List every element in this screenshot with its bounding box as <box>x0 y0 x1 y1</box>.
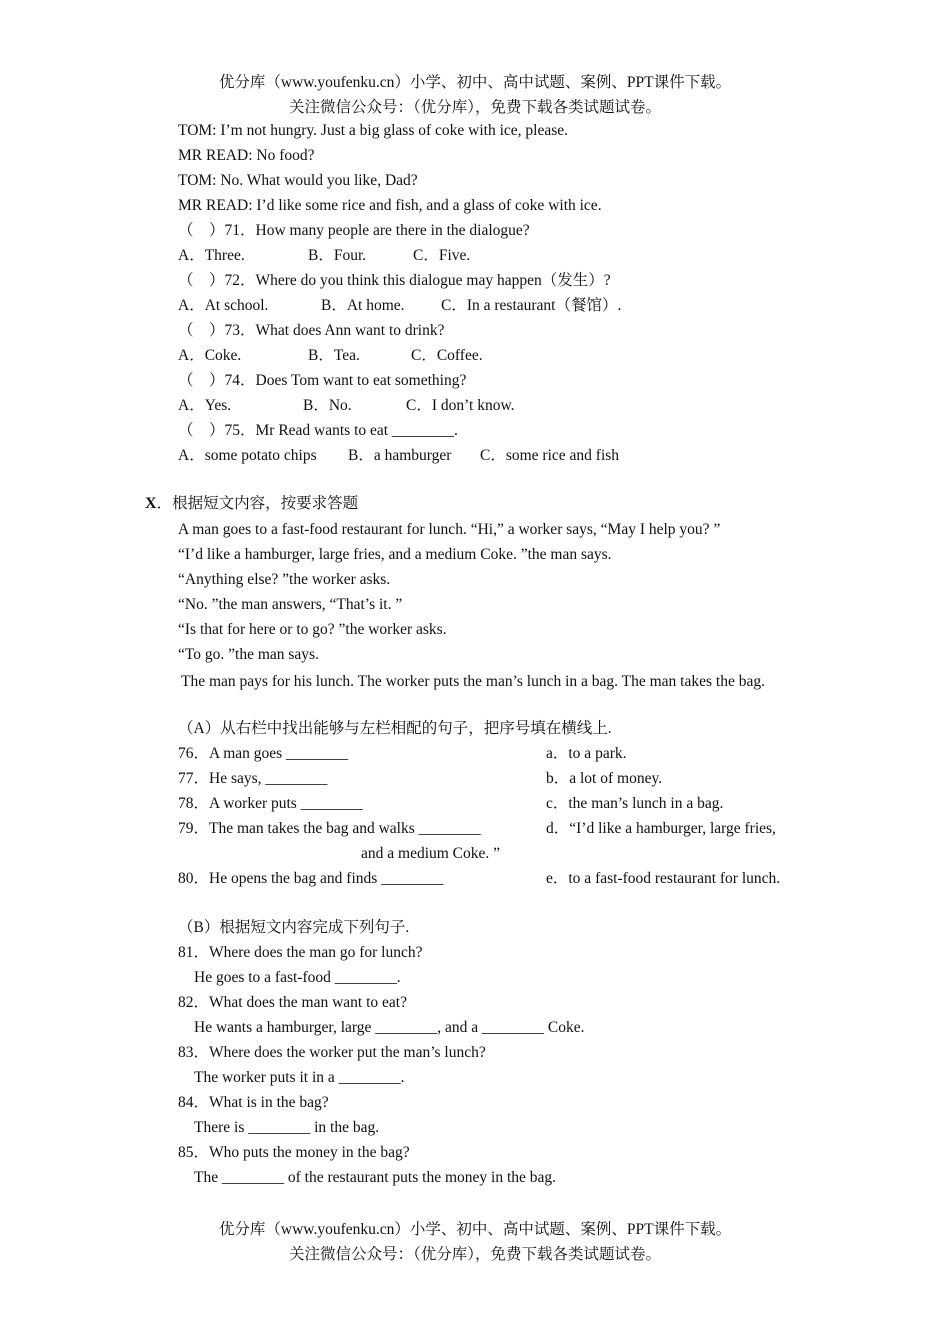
question-82: 82．What does the man want to eat? <box>178 994 407 1011</box>
question-72-options <box>178 296 878 316</box>
header-line-1: 优分库（www.youfenku.cn）小学、初中、高中试题、案例、PPT课件下载。 <box>218 74 732 91</box>
option-c: C．some rice and fish <box>480 447 620 464</box>
match-right-c: c．the man’s lunch in a bag. <box>546 795 724 812</box>
section-x-heading <box>145 494 358 514</box>
section-title: ．根据短文内容，按要求答题 <box>156 495 359 512</box>
option-c: C．In a restaurant（餐馆）. <box>441 297 622 314</box>
match-right-b: b．a lot of money. <box>546 770 663 787</box>
question-72-stem: （ ）72．Where do you think this dialogue may happen（发生）? <box>178 272 611 289</box>
match-left-80: 80．He opens the bag and finds ________ <box>178 870 444 887</box>
answer-82: He wants a hamburger, large ________, and a ________ Coke. <box>194 1019 585 1036</box>
option-a: A．Coke. <box>178 347 242 364</box>
answer-85: The ________ of the restaurant puts the money in the bag. <box>194 1169 557 1186</box>
option-b: B．a hamburger <box>348 447 452 464</box>
header-line-2: 关注微信公众号：（优分库），免费下载各类试题试卷。 <box>288 99 661 116</box>
question-81: 81．Where does the man go for lunch? <box>178 944 423 961</box>
question-74-stem: （ ）74．Does Tom want to eat something? <box>178 372 467 389</box>
question-75-stem: （ ）75．Mr Read wants to eat ________. <box>178 422 458 439</box>
option-b: B．Four. <box>308 247 367 264</box>
option-a: A．At school. <box>178 297 269 314</box>
match-left-77: 77．He says, ________ <box>178 770 328 787</box>
option-c: C．I don’t know. <box>406 397 515 414</box>
match-right-d-continued: and a medium Coke. ” <box>361 845 501 862</box>
footer-line-1: 优分库（www.youfenku.cn）小学、初中、高中试题、案例、PPT课件下载。 <box>218 1221 732 1238</box>
passage-line: A man goes to a fast-food restaurant for lunch. “Hi,” a worker says, “May I help you? ” <box>178 521 721 538</box>
option-b: B．No. <box>303 397 352 414</box>
question-83: 83．Where does the worker put the man’s lunch? <box>178 1044 486 1061</box>
option-c: C．Five. <box>413 247 471 264</box>
dialogue-line: TOM: I’m not hungry. Just a big glass of coke with ice, please. <box>178 122 569 139</box>
option-b: B．At home. <box>321 297 405 314</box>
dialogue-line: TOM: No. What would you like, Dad? <box>178 172 418 189</box>
section-number: X <box>145 495 157 512</box>
question-71-options <box>178 246 878 266</box>
answer-81: He goes to a fast-food ________. <box>194 969 401 986</box>
match-right-a: a．to a park. <box>546 745 627 762</box>
passage-line: “Anything else? ”the worker asks. <box>178 571 391 588</box>
option-a: A．Yes. <box>178 397 232 414</box>
passage-line: “To go. ”the man says. <box>178 646 319 663</box>
question-71-stem: （ ）71．How many people are there in the dialogue? <box>178 222 530 239</box>
question-84: 84．What is in the bag? <box>178 1094 329 1111</box>
dialogue-line: MR READ: I’d like some rice and fish, and a glass of coke with ice. <box>178 197 602 214</box>
answer-84: There is ________ in the bag. <box>194 1119 380 1136</box>
part-b-instruction: （B）根据短文内容完成下列句子. <box>178 919 410 936</box>
question-74-options <box>178 396 878 416</box>
match-left-78: 78．A worker puts ________ <box>178 795 363 812</box>
match-left-76: 76．A man goes ________ <box>178 745 349 762</box>
match-left-79: 79．The man takes the bag and walks ________ <box>178 820 481 837</box>
option-c: C．Coffee. <box>411 347 483 364</box>
passage-line: “Is that for here or to go? ”the worker asks. <box>178 621 447 638</box>
question-85: 85．Who puts the money in the bag? <box>178 1144 410 1161</box>
passage-line: “I’d like a hamburger, large fries, and a medium Coke. ”the man says. <box>178 546 612 563</box>
question-75-options <box>178 446 878 466</box>
part-a-instruction: （A）从右栏中找出能够与左栏相配的句子，把序号填在横线上. <box>178 720 612 737</box>
footer-line-2: 关注微信公众号：（优分库），免费下载各类试题试卷。 <box>288 1246 661 1263</box>
option-b: B．Tea. <box>308 347 360 364</box>
option-a: A．Three. <box>178 247 245 264</box>
answer-83: The worker puts it in a ________. <box>194 1069 405 1086</box>
match-right-e: e．to a fast-food restaurant for lunch. <box>546 870 781 887</box>
question-73-options <box>178 346 878 366</box>
question-73-stem: （ ）73．What does Ann want to drink? <box>178 322 445 339</box>
dialogue-line: MR READ: No food? <box>178 147 315 164</box>
option-a: A．some potato chips <box>178 447 317 464</box>
passage-line: “No. ”the man answers, “That’s it. ” <box>178 596 403 613</box>
passage-paragraph: The man pays for his lunch. The worker puts the man’s lunch in a bag. The man takes the bag. <box>181 673 765 690</box>
match-right-d: d．“I’d like a hamburger, large fries, <box>546 820 776 837</box>
